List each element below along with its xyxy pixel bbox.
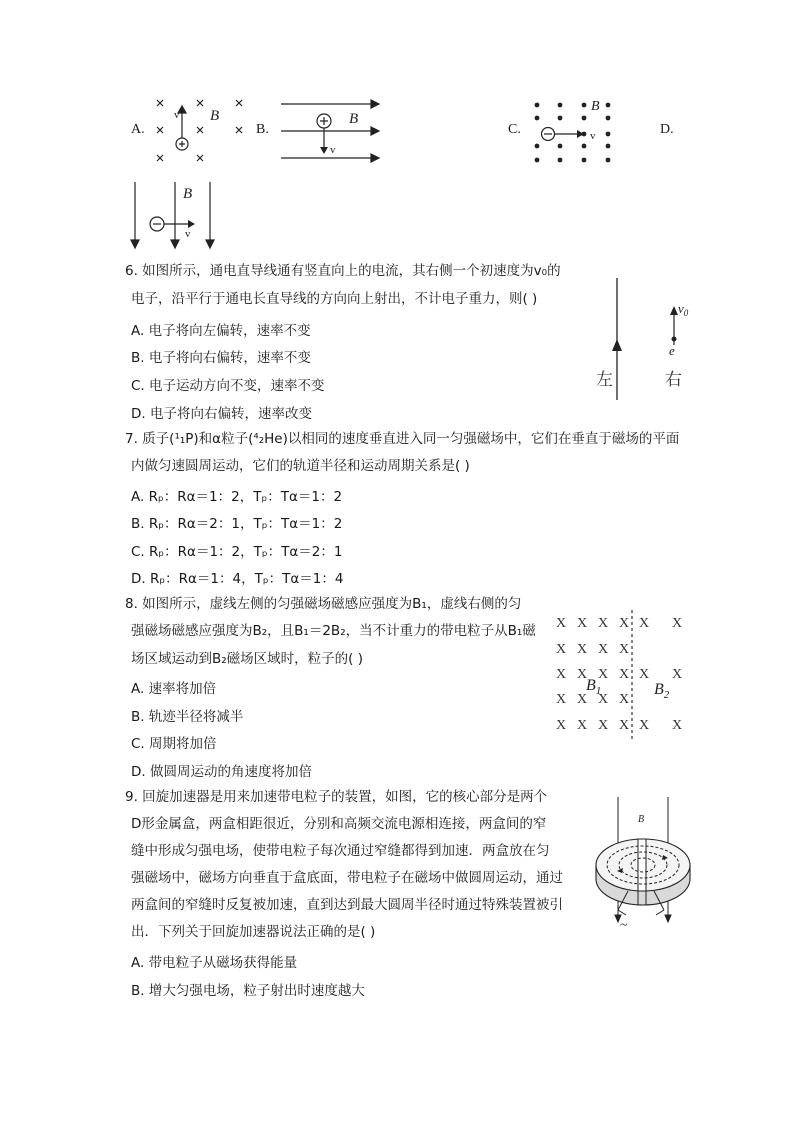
q7-option-a[interactable]: A. Rₚ：Rα＝1：2，Tₚ：Tα＝1：2: [131, 489, 343, 505]
q8-option-d[interactable]: D. 做圆周运动的角速度将加倍: [131, 764, 312, 780]
left-label: 左: [596, 370, 613, 390]
q9-stem-line1: 9. 回旋加速器是用来加速带电粒子的装置，如图，它的核心部分是两个: [125, 789, 548, 805]
q9-stem-line3: 缝中形成匀强电场，使带电粒子每次通过窄缝都得到加速．两盒放在匀: [131, 843, 550, 859]
q9-stem-line5: 两盒间的窄缝时反复被加速，直到达到最大圆周半径时通过特殊装置被引: [131, 897, 563, 913]
svg-text:X: X: [556, 642, 567, 657]
svg-text:v: v: [330, 144, 336, 156]
svg-text:X: X: [639, 718, 650, 733]
q9-stem-line6: 出．下列关于回旋加速器说法正确的是( ): [131, 924, 376, 940]
q8-stem-line2: 强磁场磁感应强度为B₂，且B₁＝2B₂，当不计重力的带电粒子从B₁磁: [131, 623, 536, 639]
svg-text:X: X: [556, 718, 567, 733]
svg-text:X: X: [672, 718, 683, 733]
svg-text:X: X: [672, 667, 683, 682]
b1-label: $B_1$: [586, 677, 602, 697]
q8-stem-line1: 8. 如图所示，虚线左侧的匀强磁场磁感应强度为B₁，虚线右侧的匀: [125, 596, 522, 612]
q8-option-c[interactable]: C. 周期将加倍: [131, 736, 217, 752]
svg-text:B: B: [591, 99, 600, 114]
q8-figure: [550, 608, 695, 743]
q9-option-b[interactable]: B. 增大匀强电场，粒子射出时速度越大: [131, 983, 365, 999]
q7-stem-line2: 内做匀速圆周运动，它们的轨道半径和运动周期关系是( ): [131, 458, 470, 474]
q6-option-a[interactable]: A. 电子将向左偏转，速率不变: [131, 323, 311, 339]
current-arrow-icon: [612, 339, 622, 351]
svg-text:X: X: [556, 667, 567, 682]
svg-text:X: X: [577, 667, 588, 682]
q6-option-d[interactable]: D. 电子将向右偏转，速率改变: [131, 406, 312, 422]
svg-text:X: X: [598, 642, 609, 657]
electron-dot: [672, 337, 677, 342]
q8-stem-line3: 场区域运动到B₂磁场区域时，粒子的( ): [131, 651, 363, 667]
option-d-label: D.: [660, 122, 674, 137]
svg-text:X: X: [619, 667, 630, 682]
v0-label: $v_0$: [678, 301, 689, 318]
option-a-figure: [148, 96, 253, 166]
option-b-label: B.: [256, 122, 269, 137]
svg-text:X: X: [577, 718, 588, 733]
q9-cyclotron-figure: [588, 795, 698, 935]
field-crosses: [556, 616, 682, 733]
svg-text:v: v: [590, 130, 596, 142]
q9-stem-line4: 强磁场中，磁场方向垂直于盒底面，带电粒子在磁场中做圆周运动，通过: [131, 870, 563, 886]
svg-text:X: X: [577, 642, 588, 657]
option-c-figure: [528, 96, 618, 166]
svg-text:X: X: [577, 616, 588, 631]
b2-label: $B_2$: [654, 681, 670, 701]
gap: [638, 839, 646, 891]
svg-text:X: X: [598, 692, 609, 707]
q6-figure: [590, 275, 700, 405]
q6-stem-line1: 6. 如图所示，通电直导线通有竖直向上的电流，其右侧一个初速度为v₀的: [125, 263, 561, 279]
q7-option-d[interactable]: D. Rₚ：Rα＝1：4，Tₚ：Tα＝1：4: [131, 571, 344, 587]
svg-text:X: X: [619, 616, 630, 631]
svg-text:X: X: [556, 616, 567, 631]
q8-option-a[interactable]: A. 速率将加倍: [131, 681, 217, 697]
electron-label: e: [669, 343, 675, 358]
field-crosses: [157, 100, 242, 161]
svg-text:B: B: [183, 186, 193, 202]
q6-option-c[interactable]: C. 电子运动方向不变，速率不变: [131, 378, 325, 394]
svg-text:X: X: [577, 692, 588, 707]
field-label: B: [638, 814, 645, 825]
svg-text:X: X: [639, 667, 650, 682]
svg-text:X: X: [619, 718, 630, 733]
svg-text:X: X: [556, 692, 567, 707]
q7-option-c[interactable]: C. Rₚ：Rα＝1：2，Tₚ：Tα＝2：1: [131, 544, 343, 560]
svg-text:X: X: [619, 692, 630, 707]
q9-stem-line2: D形金属盒，两盒相距很近，分别和高频交流电源相连接，两盒间的窄: [131, 816, 547, 832]
svg-text:X: X: [598, 718, 609, 733]
option-c-label: C.: [508, 122, 521, 137]
q7-stem-line1: 7. 质子(¹₁P)和α粒子(⁴₂He)以相同的速度垂直进入同一匀强磁场中，它们在垂直于磁场的平面: [125, 431, 680, 447]
field-label: B: [210, 108, 220, 124]
svg-text:B: B: [349, 111, 359, 127]
right-label: 右: [665, 370, 682, 390]
option-b-figure: [277, 96, 382, 166]
option-d-figure: [125, 178, 225, 253]
q9-option-a[interactable]: A. 带电粒子从磁场获得能量: [131, 955, 298, 971]
ac-source-icon: ~: [620, 918, 628, 933]
svg-text:X: X: [619, 642, 630, 657]
svg-text:X: X: [598, 616, 609, 631]
svg-text:X: X: [639, 616, 650, 631]
svg-text:v: v: [185, 228, 191, 240]
q7-option-b[interactable]: B. Rₚ：Rα＝2：1，Tₚ：Tα＝1：2: [131, 516, 343, 532]
q8-option-b[interactable]: B. 轨迹半径将减半: [131, 709, 244, 725]
q6-stem-line2: 电子，沿平行于通电长直导线的方向向上射出，不计电子重力，则( ): [131, 291, 538, 307]
q6-option-b[interactable]: B. 电子将向右偏转，速率不变: [131, 350, 311, 366]
option-a-label: A.: [131, 122, 145, 137]
svg-text:X: X: [598, 667, 609, 682]
velocity-label: v: [174, 109, 180, 121]
svg-text:X: X: [672, 616, 683, 631]
